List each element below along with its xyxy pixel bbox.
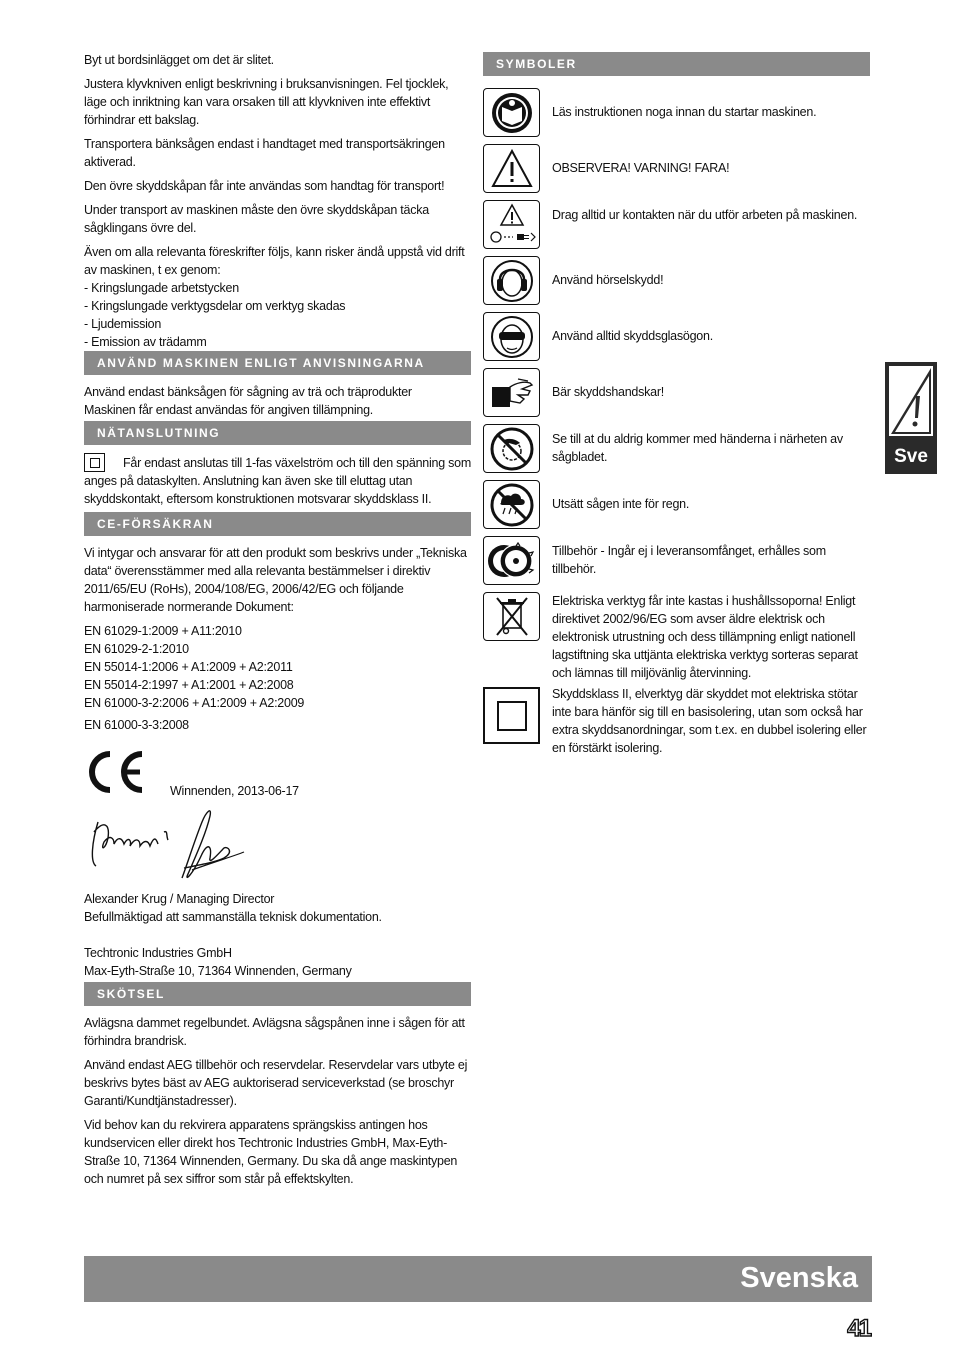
symbol-text: OBSERVERA! VARNING! FARA! [552,161,730,175]
language-label: Svenska [740,1262,858,1294]
read-manual-icon [483,88,540,137]
section-heading-symbols: SYMBOLER [483,52,870,76]
standard-item: EN 61000-3-2:2006 + A1:2009 + A2:2009 [84,696,305,710]
signatory-block [84,890,471,926]
paragraph: Avlägsna dammet regelbundet. Avlägsna sågspånen inne i sågen för att förhindra brandrisk. [84,1016,465,1048]
ear-protection-icon [483,256,540,305]
list-item: - Kringslungade arbetstycken [84,281,239,295]
unplug-icon [483,200,540,249]
gloves-icon [483,368,540,417]
symbol-row [483,592,870,685]
list-item: - Ljudemission [84,317,162,331]
company-address: Max-Eyth-Straße 10, 71364 Winnenden, Germany [84,964,352,978]
ce-mark-row [84,748,471,798]
symbol-text: Tillbehör - Ingår ej i leveransomfånget, erhålles som tillbehör. [552,544,826,576]
paragraph: Under transport av maskinen måste den övre skyddskåpan täcka sågklingans övre del. [84,203,429,235]
safety-glasses-icon [483,312,540,361]
risk-list [84,279,471,351]
company-block [84,944,471,980]
symbol-text: Drag alltid ur kontakten när du utför arbeten på maskinen. [552,208,858,222]
place-date: Winnenden, 2013-06-17 [170,784,299,798]
standard-item: EN 61029-1:2009 + A11:2010 [84,624,242,638]
class-ii-icon [483,687,540,744]
symbol-row [483,424,870,480]
paragraph: Vid behov kan du rekvirera apparatens sprängskiss antingen hos kundservicen eller direkt hos Techtronic Industries GmbH, Max-Eyth-Straße 10, 71364 Winnenden, Germany. Du ska då ange maskintypen och numret på sex siffror som står på effektskylten. [84,1118,458,1186]
symbol-row [483,200,870,256]
list-item: - Emission av trädamm [84,335,207,349]
signatory-name: Alexander Krug / Managing Director [84,892,275,906]
weee-bin-icon [483,592,540,641]
standard-item: EN 61000-3-3:2008 [84,718,189,732]
symbol-text: Läs instruktionen noga innan du startar maskinen. [552,105,817,119]
no-hands-near-blade-icon [483,424,540,473]
no-rain-icon [483,480,540,529]
standard-item: EN 61029-2-1:2010 [84,642,189,656]
language-tab-label: Sve [894,446,928,467]
paragraph: Byt ut bordsinlägget om det är slitet. [84,53,274,67]
symbol-row [483,312,870,368]
symbol-row [483,480,870,536]
section-heading-mains: NÄTANSLUTNING [84,421,471,445]
ce-paragraph: Vi intygar och ansvarar för att den produkt som beskrivs under „Tekniska data“ överensstämmer med alla relevanta bestämmelser i direktiv 2011/65/EU (RoHs), 2004/108/EG, 2006/42/EG och följande harmoniserade normerande Dokument: [84,546,467,614]
right-column [483,52,870,765]
mains-paragraph: Får endast anslutas till 1-fas växelström och till den spänning som anges på dataskylten. Anslutning kan även ske till eluttag utan skyddskontakt, eftersom konstruktionen motsvarar skyddsklass II. [84,453,471,508]
standard-item: EN 55014-1:2006 + A1:2009 + A2:2011 [84,660,293,674]
text-line: Använd endast bänksågen för sågning av trä och träprodukter [84,385,412,399]
warning-triangle-icon [483,144,540,193]
use-text [84,383,471,419]
page-number: 41 [847,1315,870,1342]
paragraph: Justera klyvkniven enligt beskrivning i bruksanvisningen. Fel tjocklek, läge och inriktning kan vara orsaken till att klyvkniven inte effektivt förhindrar ett bakslag. [84,77,449,127]
symbol-text: Skyddsklass II, elverktyg där skyddet mot elektriska stötar inte bara hänför sig till en basisolering, utan som också har extra skyddsanordningar, som t.ex. en dubbel isolering eller en förstärkt isolering. [552,687,867,755]
warning-sign-icon [889,366,933,436]
section-heading-use: ANVÄND MASKINEN ENLIGT ANVISNINGARNA [84,351,471,375]
symbol-text: Använd alltid skyddsglasögon. [552,329,713,343]
square-outline-icon [84,453,105,472]
symbol-text: Se till at du aldrig kommer med händerna i närheten av sågbladet. [552,432,843,464]
company-name: Techtronic Industries GmbH [84,946,232,960]
saw-blades-icon [483,536,540,585]
symbol-row [483,88,870,144]
symbol-row [483,256,870,312]
symbol-text: Utsätt sågen inte för regn. [552,497,690,511]
list-item: - Kringslungade verktygsdelar om verktyg skadas [84,299,346,313]
paragraph: Den övre skyddskåpan får inte användas som handtag för transport! [84,179,445,193]
symbol-row [483,685,870,765]
paragraph: Transportera bänksågen endast i handtaget med transportsäkringen aktiverad. [84,137,445,169]
signature [84,802,471,890]
symbol-row [483,144,870,200]
signatory-role: Befullmäktigad att sammanställa teknisk dokumentation. [84,910,382,924]
text-line: Maskinen får endast användas för angiven tillämpning. [84,403,374,417]
ce-mark-icon [84,750,148,794]
symbol-text: Använd hörselskydd! [552,273,664,287]
section-heading-ce: CE-FÖRSÄKRAN [84,512,471,536]
language-footer-bar [84,1256,872,1302]
language-tab [885,362,937,474]
left-column [84,51,471,1194]
symbol-row [483,368,870,424]
symbol-text: Bär skyddshandskar! [552,385,664,399]
risks-intro: Även om alla relevanta föreskrifter följs, kann risker ändå uppstå vid drift av maskinen, t ex genom: [84,245,465,277]
symbol-row [483,536,870,592]
section-heading-care: SKÖTSEL [84,982,471,1006]
standards-list [84,622,471,712]
standard-item: EN 55014-2:1997 + A1:2001 + A2:2008 [84,678,294,692]
symbol-text: Elektriska verktyg får inte kastas i hushållssoporna! Enligt direktivet 2002/96/EG som avser äldre elektrisk och elektronisk utrustning och dess tillämpning enligt nationell lagstiftning ska uttjänta elektriska verktyg sorteras separat och lämnas till miljövänlig återvinning. [552,594,858,680]
paragraph: Använd endast AEG tillbehör och reservdelar. Reservdelar vars utbyte ej beskrivs bytes bäst av AEG auktoriserad serviceverkstad (se broschyr Garanti/Kundtjänstadresser). [84,1058,468,1108]
